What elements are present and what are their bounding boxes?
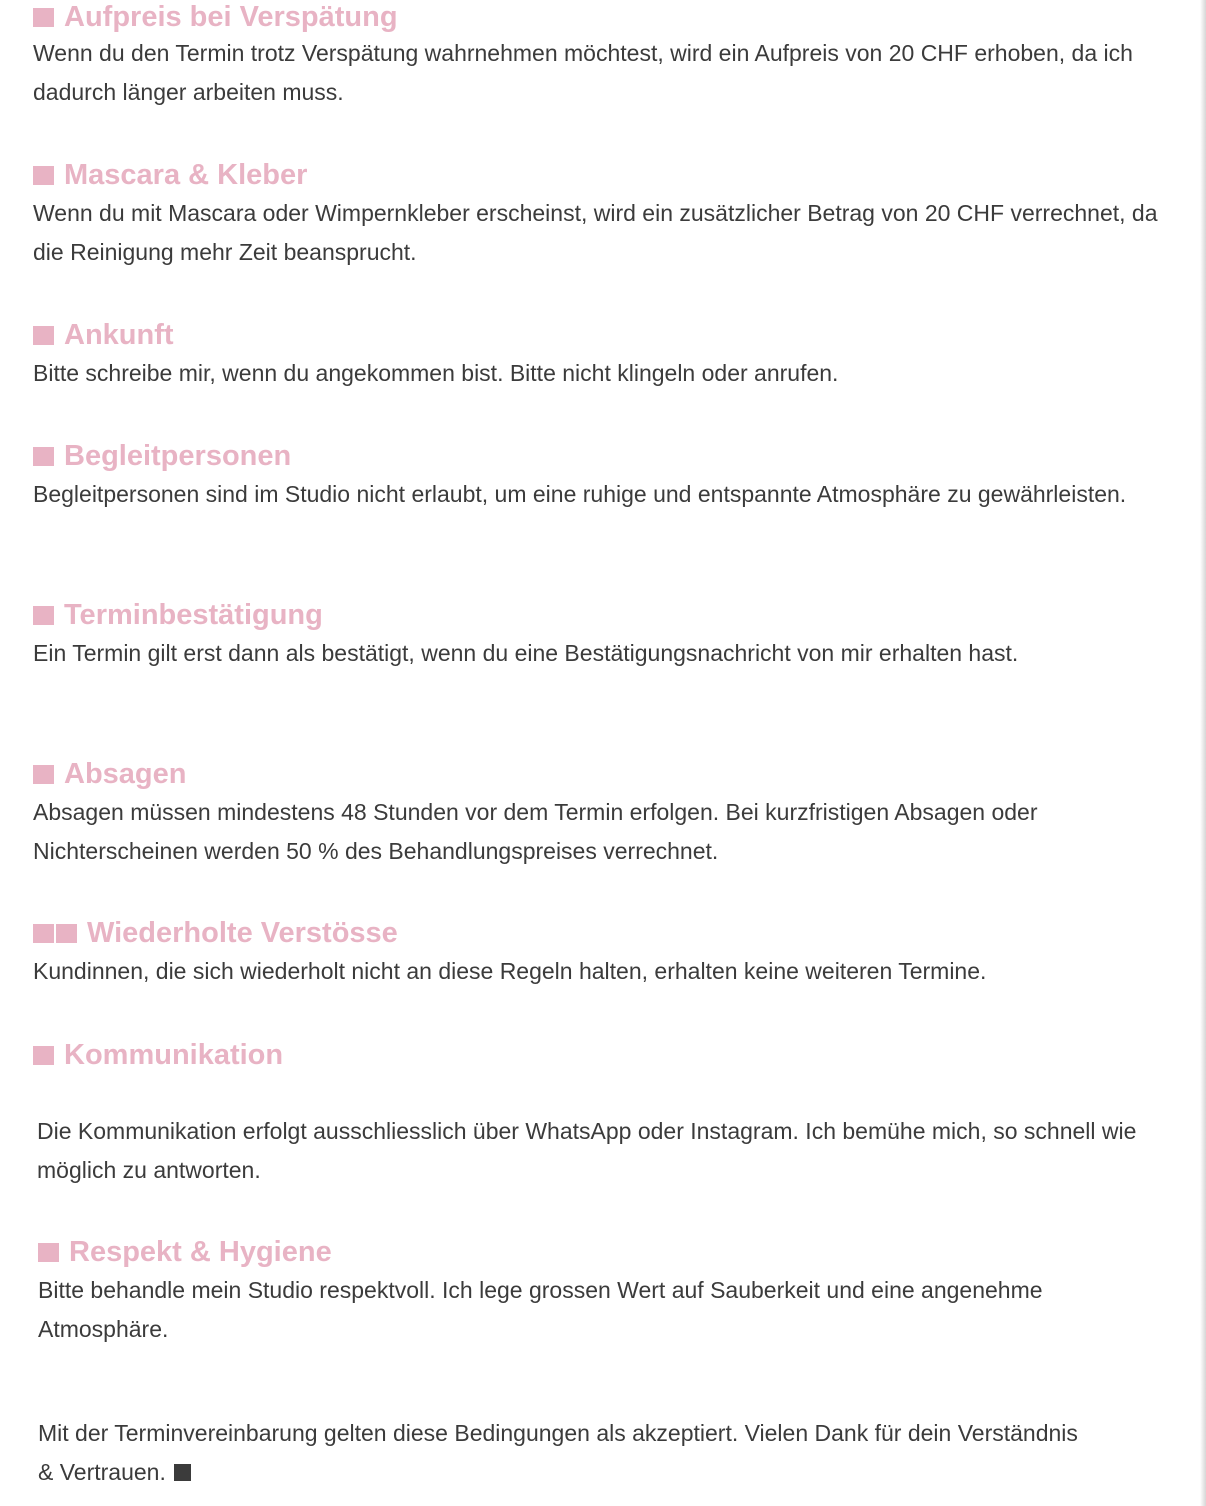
section-title: Kommunikation (64, 1039, 284, 1071)
section-mascara-kleber (33, 158, 1163, 271)
closing-paragraph (38, 1414, 1098, 1491)
section-text: Bitte behandle mein Studio respektvoll. Ich lege grossen Wert auf Sauberkeit und eine angenehme Atmosphäre. (38, 1277, 1043, 1342)
page-edge (1200, 0, 1206, 1506)
double-square-icon (33, 924, 87, 943)
section-heading (33, 916, 1163, 950)
section-title: Respekt & Hygiene (69, 1236, 332, 1268)
section-text: Bitte schreibe mir, wenn du angekommen bist. Bitte nicht klingeln oder anrufen. (33, 360, 839, 386)
square-icon (33, 606, 54, 625)
section-kommunikation (33, 1038, 1163, 1189)
square-icon (33, 326, 54, 345)
closing-text: Mit der Terminvereinbarung gelten diese Bedingungen als akzeptiert. Vielen Dank für dein Verständnis & Vertrauen. (38, 1420, 1078, 1485)
section-title: Ankunft (64, 319, 174, 351)
section-title: Terminbestätigung (64, 599, 323, 631)
section-text: Ein Termin gilt erst dann als bestätigt, wenn du eine Bestätigungsnachricht von mir erhalten hast. (33, 640, 1019, 666)
section-text: Wenn du den Termin trotz Verspätung wahrnehmen möchtest, wird ein Aufpreis von 20 CHF erhoben, da ich dadurch länger arbeiten muss. (33, 40, 1133, 105)
section-title: Wiederholte Verstösse (87, 917, 398, 949)
closing-statement (38, 1414, 1168, 1491)
section-title: Absagen (64, 758, 187, 790)
section-text: Wenn du mit Mascara oder Wimpernkleber erscheinst, wird ein zusätzlicher Betrag von 20 CHF verrechnet, da die Reinigung mehr Zeit beansprucht. (33, 200, 1158, 265)
square-icon (174, 1464, 191, 1481)
section-title: Mascara & Kleber (64, 159, 308, 191)
section-text: Kundinnen, die sich wiederholt nicht an diese Regeln halten, erhalten keine weiteren Termine. (33, 958, 987, 984)
section-title: Aufpreis bei Verspätung (64, 1, 398, 33)
section-heading (33, 1038, 1163, 1072)
square-icon (33, 765, 54, 784)
square-icon (33, 8, 54, 27)
square-icon (38, 1243, 59, 1262)
square-icon (33, 1046, 54, 1065)
section-respekt-hygiene (38, 1235, 1168, 1348)
section-heading (33, 757, 1163, 791)
section-aufpreis (33, 0, 1163, 111)
section-text: Die Kommunikation erfolgt ausschliesslich über WhatsApp oder Instagram. Ich bemühe mich, so schnell wie möglich zu antworten. (37, 1118, 1137, 1183)
section-heading (33, 0, 1163, 34)
section-ankunft (33, 318, 1163, 393)
section-heading (33, 158, 1163, 192)
section-text: Absagen müssen mindestens 48 Stunden vor dem Termin erfolgen. Bei kurzfristigen Absagen oder Nichterscheinen werden 50 % des Behandlungspreises verrechnet. (33, 799, 1038, 864)
section-absagen (33, 757, 1163, 870)
section-title: Begleitpersonen (64, 440, 292, 472)
section-heading (33, 439, 1163, 473)
section-terminbestaetigung (33, 598, 1163, 673)
square-icon (33, 447, 54, 466)
section-text: Begleitpersonen sind im Studio nicht erlaubt, um eine ruhige und entspannte Atmosphäre zu gewährleisten. (33, 481, 1127, 507)
section-heading (38, 1235, 1168, 1269)
square-icon (33, 166, 54, 185)
section-heading (33, 598, 1163, 632)
section-begleitpersonen (33, 439, 1163, 514)
section-wiederholte-verstoesse (33, 916, 1163, 991)
section-heading (33, 318, 1163, 352)
